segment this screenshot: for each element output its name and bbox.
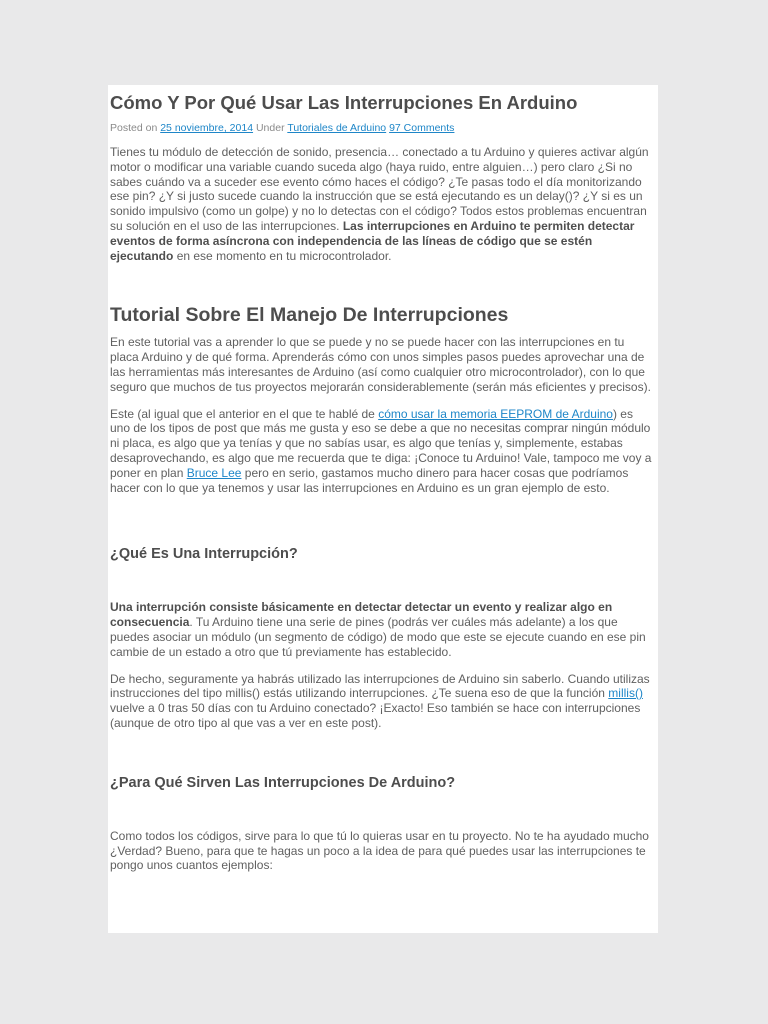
post-date-link[interactable]: 25 noviembre, 2014: [160, 122, 254, 134]
bruce-lee-link[interactable]: Bruce Lee: [186, 465, 242, 480]
category-link[interactable]: Tutoriales de Arduino: [287, 122, 387, 134]
que-es-p2-start: De hecho, seguramente ya habrás utilizado las interrupciones de Arduino sin saberlo. Cuando utilizas instrucciones del tipo millis() estás utilizando interrupciones. ¿Te suena eso de que la función: [110, 671, 650, 701]
tutorial-p2-end: pero en serio, gastamos mucho dinero para hacer cosas que podríamos hacer con lo que ya tenemos y usar las interrupciones en Arduino es un gran ejemplo de esto.: [110, 465, 629, 495]
under-label: Under: [255, 122, 285, 134]
eeprom-link[interactable]: cómo usar la memoria EEPROM de Arduino: [378, 406, 613, 421]
section-heading-para-que: ¿Para Qué Sirven Las Interrupciones De Arduino?: [110, 774, 456, 791]
intro-bold: Las interrupciones en Arduino te permiten detectar eventos de forma asíncrona con independencia de las líneas de código que se estén ejecutando: [110, 218, 635, 263]
article-title: Cómo Y Por Qué Usar Las Interrupciones En Arduino: [110, 92, 578, 113]
que-es-bold: Una interrupción consiste básicamente en detectar detectar un evento y realizar algo en consecuencia: [110, 600, 613, 630]
tutorial-p2-start: Este (al igual que el anterior en el que te hablé de: [110, 406, 375, 421]
posted-on-label: Posted on: [110, 122, 158, 134]
comments-link[interactable]: 97 Comments: [389, 122, 455, 134]
intro-paragraph: [110, 145, 656, 263]
tutorial-paragraph-2: [110, 407, 656, 496]
que-es-paragraph-1: [110, 600, 656, 659]
millis-link[interactable]: millis(): [608, 686, 643, 701]
article-body: [108, 85, 658, 873]
intro-end: en ese momento en tu microcontrolador.: [176, 248, 392, 263]
tutorial-p2-mid: ) es uno de los tipos de post que más me gusta y eso se debe a que no necesitas comprar ningún módulo ni placa, es algo que ya tenías y que no sabías usar, es algo que tenías y, simplemente, estabas desaprovechando, es algo que me recuerda que te diga: ¡Conoce tu Arduino! Vale, tampoco me voy a poner en plan: [110, 406, 652, 480]
section-heading-tutorial: Tutorial Sobre El Manejo De Interrupciones: [110, 304, 509, 327]
que-es-p2-end: vuelve a 0 tras 50 días con tu Arduino conectado? ¡Exacto! Eso también se hace con interrupciones (aunque de otro tipo al que vas a ver en este post).: [110, 701, 641, 730]
tutorial-paragraph-1: En este tutorial vas a aprender lo que se puede y no se puede hacer con las interrupciones en tu placa Arduino y de qué forma. Aprenderás cómo con unos simples pasos puedes aprovechar una de las herramientas más interesantes de Arduino (así como cualquier otro microcontrolador), con lo que seguro que muchos de tus proyectos mejorarán considerablemente (serán más eficientes y precisos).: [110, 335, 651, 394]
que-es-paragraph-2: [110, 672, 656, 731]
para-que-paragraph-1: Como todos los códigos, sirve para lo que tú lo quieras usar en tu proyecto. No te ha ayudado mucho ¿Verdad? Bueno, para que te hagas un poco a la idea de para qué puedes usar las interrupciones te pongo unos cuantos ejemplos:: [110, 828, 649, 873]
post-meta: [110, 122, 656, 135]
que-es-rest: . Tu Arduino tiene una serie de pines (podrás ver cuáles más adelante) a los que puedes asociar un módulo (un segmento de código) de modo que este se ejecute cuando en ese pin cambie de un estado a otro que tú previamente has establecido.: [110, 615, 646, 659]
section-heading-que-es: ¿Qué Es Una Interrupción?: [110, 546, 298, 563]
document-page: [108, 85, 658, 933]
intro-text: Tienes tu módulo de detección de sonido, presencia… conectado a tu Arduino y quieres activar algún motor o modificar una variable cuando suceda algo (haya ruido, entre alguien…) pero claro ¿Si no sabes cuándo va a suceder ese evento cómo haces el código? ¿Te pasas todo el día monitorizando ese pin? ¿Y si justo sucede cuando la instrucción que se está ejecutando es un delay()? ¿Y si es un sonido impulsivo (como un golpe) y no lo detectas con el código? Todos estos problemas encuentran su solución en el uso de las interrupciones.: [110, 145, 649, 233]
